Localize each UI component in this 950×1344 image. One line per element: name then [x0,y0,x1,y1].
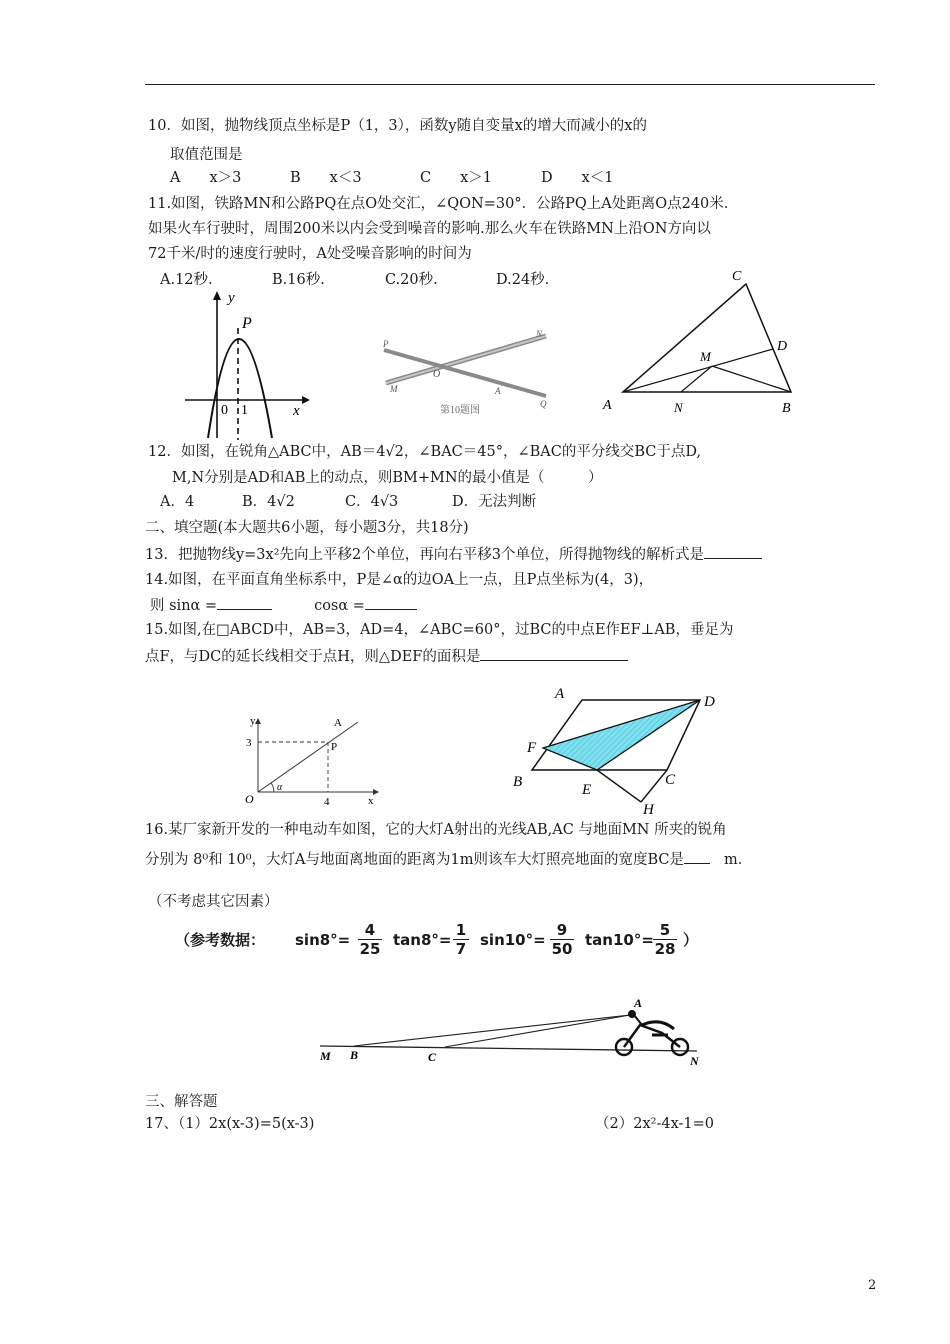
q10-option-c: C x＞1 [420,170,492,186]
para-e-label: E [582,782,592,798]
q11-line3: 72千米/时的速度行驶时，A处受噪音影响的时间为 [148,246,472,262]
q12-option-d: D．无法判断 [452,494,537,510]
q16-note: （不考虑其它因素） [148,894,279,910]
parabola-origin-label: 0 [221,403,228,418]
para-f-label: F [527,740,537,756]
headlight-b-label: B [350,1048,359,1062]
q16-unit: m． [723,852,753,868]
triangle-figure [596,262,806,417]
q16-text: 分别为 8⁰和 10⁰，大灯A与地面离地面的距离为1m则该车大灯照亮地面的宽度BC是 [145,852,684,868]
railroad-p-label: P [383,339,389,349]
ref-tan8-den: 7 [455,940,467,958]
motorcycle-icon [616,1010,688,1055]
headlight-n-label: N [690,1054,699,1068]
q17-part1: 17、（1）2x(x-3)=5(x-3) [145,1116,315,1132]
triangle-c-label: C [732,269,742,284]
q12-option-c: C．4√3 [345,494,399,510]
q14-cos-label: cosα = [314,598,365,614]
ref-tan8-num: 1 [453,922,469,940]
para-c-label: C [665,772,676,788]
ref-tan10: tan10°= [585,931,654,949]
parabola-one-label: 1 [241,403,248,418]
q10-option-b: B x＜3 [290,170,362,186]
q10-option-d: D x＜1 [541,170,614,186]
railroad-m-label: M [390,384,398,394]
q10-line2: 取值范围是 [170,147,243,163]
coord-three-label: 3 [246,737,252,749]
coord-alpha-label: α [277,782,283,793]
triangle-d-label: D [777,339,788,354]
coord-y-label: y [250,715,256,727]
headlight-figure [312,995,722,1070]
triangle-n-label: N [674,400,683,415]
q15-text: 点F，与DC的延长线相交于点H，则△DEF的面积是 [145,649,481,665]
coord-x-label: x [368,795,374,807]
headlight-m-label: M [320,1049,331,1063]
railroad-a-label: A [495,386,501,396]
triangle-b-label: B [782,401,791,416]
headlight-c-label: C [428,1050,437,1064]
q14-line1: 14.如图，在平面直角坐标系中，P是∠α的边OA上一点，且P点坐标为(4，3)， [145,572,654,588]
railroad-n-label: N [536,329,543,339]
q16-line1: 16.某厂家新开发的一种电动车如图，它的大灯A射出的光线AB,AC 与地面MN 所夹的锐角 [145,822,727,838]
q11-option-b: B.16秒. [272,272,325,288]
q16-answer-blank[interactable] [684,849,710,864]
para-b-label: B [513,774,523,790]
railroad-figure [378,323,558,418]
header-rule [145,84,875,85]
coord-o-label: O [245,792,254,806]
q14-sin-label: 则 sinα = [150,598,218,614]
railroad-q-label: Q [540,399,547,409]
q15-line1: 15.如图,在□ABCD中，AB=3，AD=4，∠ABC=60°，过BC的中点E作EF⊥AB，垂足为 [145,622,734,638]
section-solve-heading: 三、解答题 [145,1094,218,1110]
parabola-x-label: x [293,403,300,419]
coord-a-label: A [334,717,342,729]
triangle-a-label: A [603,398,612,413]
ref-sin10-frac [550,922,574,958]
q13-line [145,544,762,565]
q11-option-c: C.20秒. [385,272,438,288]
q14-sin-blank[interactable] [217,595,272,610]
q12-option-b: B．4√2 [242,494,295,510]
q13-answer-blank[interactable] [704,544,762,559]
ref-tan8: tan8°= [393,931,452,949]
railroad-caption: 第10题图 [440,405,480,416]
q10-line1: 10．如图，抛物线顶点坐标是P（1，3），函数y随自变量x的增大而减小的x的 [148,118,647,134]
headlight-a-label: A [634,996,643,1010]
q12-line1: 12．如图，在锐角△ABC中，AB＝4√2，∠BAC＝45°，∠BAC的平分线交BC于点D, [148,444,702,460]
ref-sin10-num: 9 [550,922,574,940]
triangle-m-label: M [700,349,711,364]
coordinate-figure [240,712,385,812]
q14-cos-blank[interactable] [365,595,417,610]
ref-sin8: sin8°= [295,931,351,949]
parallelogram-figure [510,682,735,817]
q11-line2: 如果火车行驶时，周围200米以内会受到噪音的影响.那么火车在铁路MN上沿ON方向以 [148,221,711,237]
ref-sin8-num: 4 [358,922,382,940]
ref-suffix: ） [683,931,699,949]
para-h-label: H [643,802,654,817]
page-number: 2 [868,1278,877,1293]
q16-line2 [145,849,752,870]
q11-option-a: A.12秒. [160,272,213,288]
q11-option-d: D.24秒. [496,272,550,288]
railroad-o-label: O [433,369,441,380]
para-d-label: D [704,694,715,710]
ref-prefix: （参考数据： [175,931,266,949]
q10-option-a: A x＞3 [170,170,242,186]
q15-line2 [145,646,628,667]
ref-sin8-frac [358,922,382,958]
ref-sin10: sin10°= [480,931,546,949]
ref-sin10-den: 50 [551,940,573,958]
q12-line2: M,N分别是AD和AB上的动点，则BM+MN的最小值是（ ） [172,470,603,486]
q17-part2: （2）2x²-4x-1=0 [595,1116,714,1132]
q11-line1: 11.如图，铁路MN和公路PQ在点O处交汇，∠QON=30°．公路PQ上A处距离O点240米. [148,196,729,212]
coord-four-label: 4 [324,796,330,808]
ref-tan10-frac [653,922,677,958]
ref-tan8-frac [453,922,469,958]
ref-tan10-num: 5 [653,922,677,940]
ref-sin8-den: 25 [359,940,381,958]
section-fill-in-heading: 二、填空题(本大题共6小题，每小题3分，共18分) [145,520,469,536]
coord-p-label: P [331,741,338,753]
parabola-figure [180,288,315,443]
q15-answer-blank[interactable] [480,646,628,661]
para-a-label: A [555,686,565,702]
parabola-p-label: P [242,315,252,332]
q12-option-a: A．4 [160,494,195,510]
parabola-y-label: y [228,290,235,306]
ref-tan10-den: 28 [654,940,676,958]
q14-line2 [150,595,417,616]
q13-text: 13．把抛物线y=3x²先向上平移2个单位，再向右平移3个单位，所得抛物线的解析式是 [145,547,704,563]
